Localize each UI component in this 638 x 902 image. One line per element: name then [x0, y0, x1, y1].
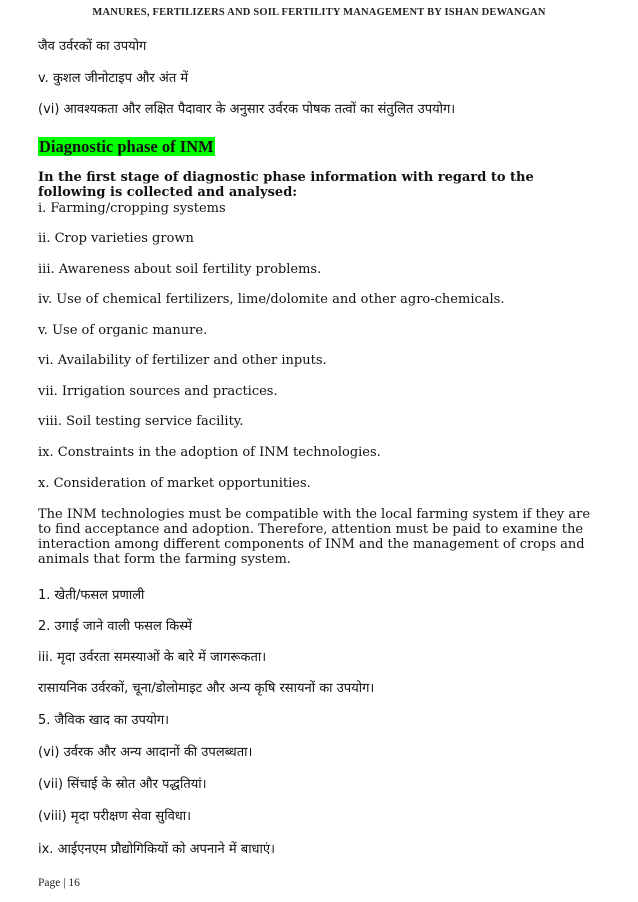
hindi-list-item: रासायनिक उर्वरकों, चूना/डोलोमाइट और अन्य कृषि रसायनों का उपयोग।: [38, 681, 375, 696]
hindi-list-item: ix. आईएनएम प्रौद्योगिकियों को अपनाने में बाधाएं।: [38, 842, 276, 857]
hindi-list-item: (vi) उर्वरक और अन्य आदानों की उपलब्धता।: [38, 745, 253, 760]
hindi-list-item: 1. खेती/फसल प्रणाली: [38, 588, 145, 603]
list-item: iii. Awareness about soil fertility problems.: [38, 262, 322, 277]
list-item: iv. Use of chemical fertilizers, lime/dolomite and other agro-chemicals.: [38, 292, 505, 307]
list-item: ii. Crop varieties grown: [38, 231, 194, 246]
hindi-list-item: 2. उगाई जाने वाली फसल किस्में: [38, 619, 193, 634]
list-item: v. Use of organic manure.: [38, 323, 208, 338]
list-item: viii. Soil testing service facility.: [38, 414, 244, 429]
list-item: vii. Irrigation sources and practices.: [38, 384, 278, 399]
page-number: Page | 16: [38, 877, 80, 889]
list-item: ix. Constraints in the adoption of INM technologies.: [38, 445, 381, 460]
list-item: x. Consideration of market opportunities.: [38, 476, 311, 491]
section-heading: Diagnostic phase of INM: [39, 137, 214, 156]
body-paragraph: The INM technologies must be compatible with the local farming system if they are to find acceptance and adoption. Therefore, attention must be paid to examine the interaction among different components of INM and the management of crops and animals that form the farming system.: [38, 507, 591, 567]
hindi-list-item: (vii) सिंचाई के स्रोत और पद्धतियां।: [38, 777, 207, 792]
list-item: vi. Availability of fertilizer and other inputs.: [38, 353, 327, 368]
hindi-list-item: 5. जैविक खाद का उपयोग।: [38, 713, 170, 728]
hindi-list-item: (viii) मृदा परीक्षण सेवा सुविधा।: [38, 809, 192, 824]
hindi-line: v. कुशल जीनोटाइप और अंत में: [38, 71, 189, 86]
hindi-list-item: iii. मृदा उर्वरता समस्याओं के बारे में जागरूकता।: [38, 650, 267, 665]
list-item: i. Farming/cropping systems: [38, 201, 226, 216]
hindi-line: (vi) आवश्यकता और लक्षित पैदावार के अनुसार उर्वरक पोषक तत्वों का संतुलित उपयोग।: [38, 102, 456, 117]
hindi-line: जैव उर्वरकों का उपयोग: [38, 39, 147, 54]
running-header: MANURES, FERTILIZERS AND SOIL FERTILITY MANAGEMENT BY ISHAN DEWANGAN: [92, 7, 546, 18]
intro-text: In the first stage of diagnostic phase information with regard to the following is collected and analysed:: [38, 170, 534, 200]
